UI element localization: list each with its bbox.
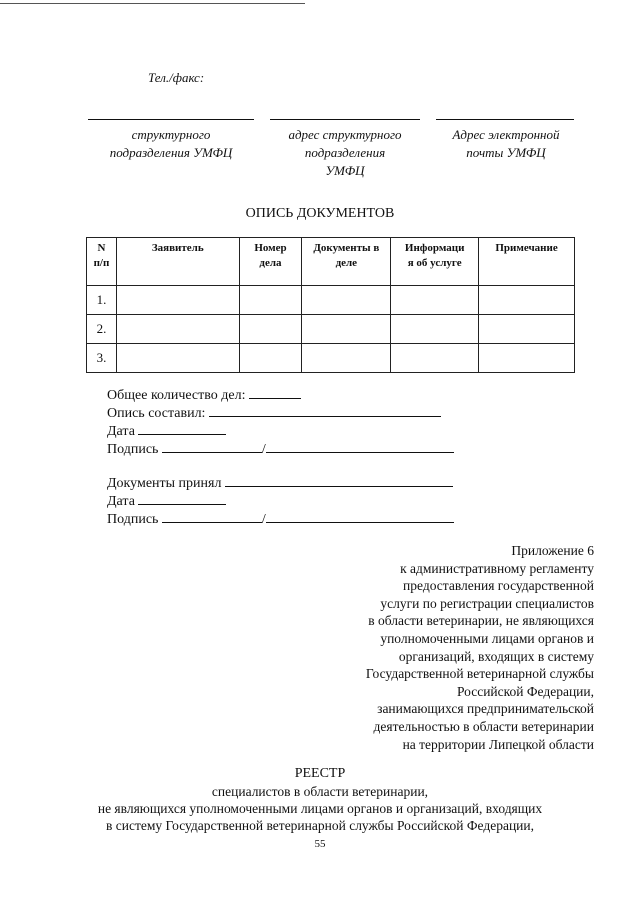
table-cell: [479, 286, 575, 315]
blank-line: [266, 509, 454, 523]
caption-line: адрес структурного: [288, 127, 402, 142]
blank-line: [162, 509, 262, 523]
header-text: Примечание: [495, 242, 558, 254]
appendix-line: Приложение 6: [511, 543, 594, 558]
signature-line-3: [436, 119, 574, 120]
signature-field-2: [107, 509, 454, 528]
appendix-line: Российской Федерации,: [456, 683, 594, 699]
total-cases-field: [107, 385, 301, 404]
header-text: Информаци: [404, 242, 465, 254]
field-label: Дата: [107, 424, 135, 439]
appendix-block: [366, 542, 594, 753]
table-cell: [302, 344, 391, 373]
header-text: дела: [259, 257, 282, 269]
table-header-row: [87, 238, 575, 286]
blank-line: [266, 439, 454, 453]
date-field-1: [107, 421, 226, 440]
blank-line: [138, 491, 226, 505]
table-cell: [479, 315, 575, 344]
caption-line: Адрес электронной: [452, 127, 560, 142]
table-row: [87, 286, 575, 315]
header-text: п/п: [93, 257, 110, 269]
table-cell: [302, 315, 391, 344]
blank-line: [138, 421, 226, 435]
table-row: [87, 344, 575, 373]
appendix-line: организаций, входящих в систему: [398, 648, 594, 664]
blank-line: [209, 403, 441, 417]
header-text: Заявитель: [151, 242, 204, 254]
field-label: Общее количество дел:: [107, 388, 246, 403]
row-number: 2.: [87, 315, 117, 344]
slash-separator: /: [261, 442, 266, 457]
field-label: Подпись: [107, 442, 159, 457]
table-cell: [391, 344, 479, 373]
appendix-line: деятельностью в области ветеринарии: [373, 718, 594, 734]
table-cell: [239, 286, 302, 315]
appendix-line: в области ветеринарии, не являющихся: [368, 613, 594, 629]
caption-line: УМФЦ: [325, 163, 365, 178]
blank-line: [249, 385, 301, 399]
caption-line: почты УМФЦ: [466, 145, 546, 160]
accepted-by-field: [107, 473, 453, 492]
inventory-table: [86, 237, 575, 373]
header-text: я об услуге: [407, 257, 462, 269]
registry-line: в систему Государственной ветеринарной службы Российской Федерации,: [105, 818, 535, 833]
slash-separator: /: [261, 512, 266, 527]
row-number: 3.: [87, 344, 117, 373]
blank-line: [162, 439, 262, 453]
col-header-note: [479, 238, 575, 286]
tel-fax-label: Тел./факс:: [148, 70, 205, 85]
signature-line-2: [270, 119, 420, 120]
appendix-line: услуги по регистрации специалистов: [380, 595, 594, 611]
col-header-number: [87, 238, 117, 286]
col-header-documents: [302, 238, 391, 286]
field-label: Дата: [107, 494, 135, 509]
appendix-line: уполномоченными лицами органов и: [380, 630, 594, 646]
date-field-2: [107, 491, 226, 510]
table-cell: [116, 344, 239, 373]
row-number: 1.: [87, 286, 117, 315]
table-cell: [239, 344, 302, 373]
col-header-case-number: [239, 238, 302, 286]
caption-structural-unit: [88, 126, 254, 162]
col-header-applicant: [116, 238, 239, 286]
signature-line-1: [88, 119, 254, 120]
table-cell: [239, 315, 302, 344]
header-text: N: [97, 242, 106, 254]
field-label: Подпись: [107, 512, 159, 527]
appendix-line: занимающихся предпринимательской: [377, 701, 594, 717]
registry-title: РЕЕСТР: [294, 766, 346, 781]
caption-line: подразделения УМФЦ: [109, 145, 233, 160]
appendix-line: к административному регламенту: [400, 560, 594, 576]
header-text: деле: [335, 257, 358, 269]
blank-line: [225, 473, 453, 487]
field-label: Опись составил:: [107, 406, 206, 421]
table-cell: [116, 286, 239, 315]
registry-line: специалистов в области ветеринарии,: [211, 784, 429, 799]
inventory-title: ОПИСЬ ДОКУМЕНТОВ: [245, 206, 395, 221]
col-header-service-info: [391, 238, 479, 286]
caption-line: структурного: [131, 127, 211, 142]
table-cell: [116, 315, 239, 344]
caption-unit-address: [262, 126, 428, 180]
table-cell: [302, 286, 391, 315]
table-cell: [479, 344, 575, 373]
registry-line: не являющихся уполномоченными лицами органов и организаций, входящих: [97, 801, 543, 816]
signature-field-1: [107, 439, 454, 458]
table-cell: [391, 315, 479, 344]
caption-email-address: [430, 126, 582, 162]
appendix-line: Государственной ветеринарной службы: [365, 666, 594, 682]
appendix-line: на территории Липецкой области: [402, 736, 594, 752]
header-text: Номер: [254, 242, 287, 254]
compiled-by-field: [107, 403, 441, 422]
caption-line: подразделения: [304, 145, 386, 160]
header-text: Документы в: [313, 242, 380, 254]
top-rule: [0, 3, 305, 4]
page-number: 55: [314, 838, 326, 850]
table-cell: [391, 286, 479, 315]
appendix-line: предоставления государственной: [403, 578, 594, 594]
field-label: Документы принял: [107, 476, 222, 491]
table-row: [87, 315, 575, 344]
